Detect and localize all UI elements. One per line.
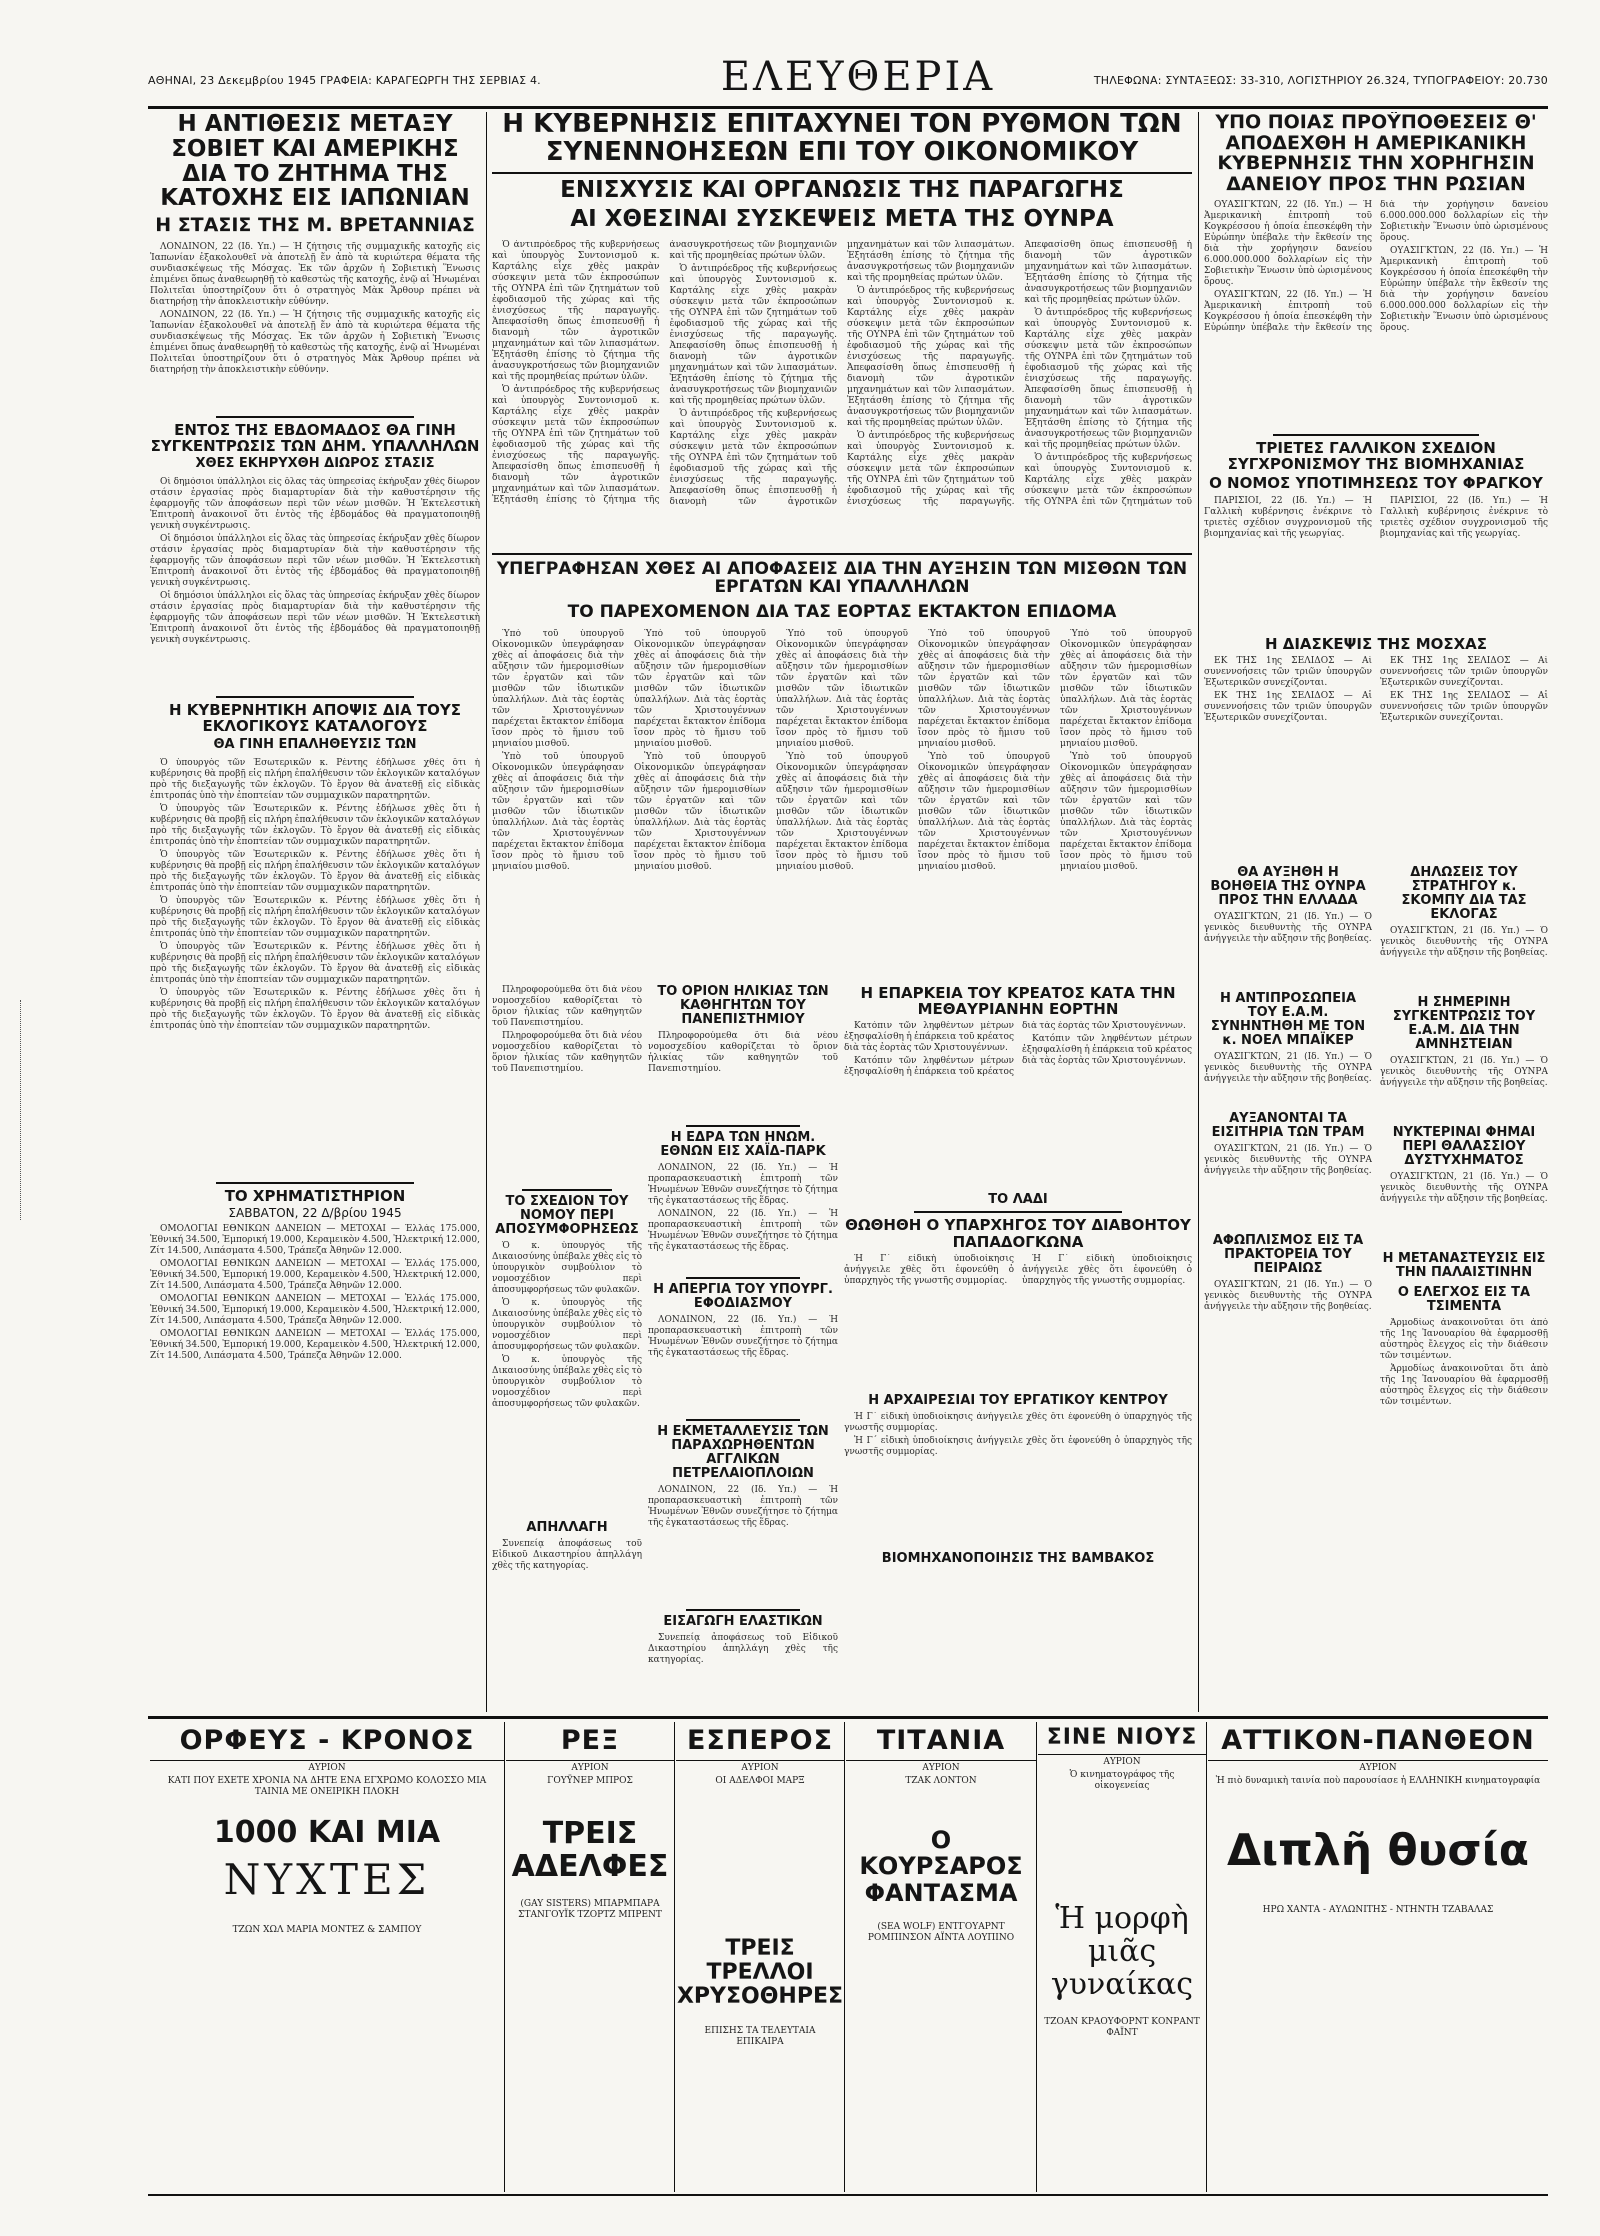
loan-para-2: ΟΥΑΣΙΓΚΤΩΝ, 22 (Ιδ. Υπ.) — Ἡ Ἀμερικανικὴ ἐπιτροπὴ τοῦ Κογκρέσσου ἡ ὁποία ἐπεσκέφθη τὴν Εὐρώπην ὑπέβαλε τὴν ἔκθεσίν της διὰ τὴν χορήγησιν δανείου 6.000.000.000 δολλαρίων εἰς τὴν Σοβιετικὴν Ἕνωσιν ὑπὸ ὡρισμένους ὅρους. bbox=[1204, 200, 1548, 334]
tyres-para: Συνεπείᾳ ἀποφάσεως τοῦ Εἰδικοῦ Δικαστηρίου ἀπηλλάγη χθὲς τῆς κατηγορίας. bbox=[648, 1633, 838, 1666]
left-column bbox=[150, 112, 480, 1710]
right-column bbox=[1204, 112, 1548, 1710]
ad-cine-news bbox=[1038, 1722, 1207, 2192]
ad-film-title: ΤΡΕΙΣ ΤΡΕΛΛΟΙ ΧΡΥΣΟΘΗΡΕΣ bbox=[676, 1936, 844, 2010]
divider bbox=[914, 1211, 1123, 1213]
masthead-rule bbox=[148, 106, 1548, 109]
moscow-para-2: ΕΚ ΤΗΣ 1ης ΣΕΛΙΔΟΣ — Αἱ συνεννοήσεις τῶν τριῶν ὑπουργῶν Ἐξωτερικῶν συνεχίζονται. bbox=[1204, 690, 1372, 723]
ad-blurb: ΟΙ ΑΔΕΛΦΟΙ ΜΑΡΞ bbox=[715, 1776, 805, 1786]
article-civil-para-2: Οἱ δημόσιοι ὑπάλληλοι εἰς ὅλας τὰς ὑπηρεσίας ἐκήρυξαν χθὲς δίωρον στάσιν ἐργασίας πρὸς διαμαρτυρίαν διὰ τὴν καθυστέρησιν τῆς ἐφαρμογῆς τῶν ἀποφάσεων περὶ τῶν νέων μισθῶν. Ἡ Ἐκτελεστικὴ Ἐπιτροπὴ ἀνακοινοῖ ὅτι ἐντὸς τῆς ἑβδομάδος θὰ πραγματοποιηθῇ γενικὴ συγκέντρωσις. bbox=[150, 534, 480, 589]
moscow-para-3: ΕΚ ΤΗΣ 1ης ΣΕΛΙΔΟΣ — Αἱ συνεννοήσεις τῶν τριῶν ὑπουργῶν Ἐξωτερικῶν συνεχίζονται. bbox=[1380, 655, 1548, 688]
ad-cinema-name: ΟΡΦΕΥΣ - ΚΡΟΝΟΣ bbox=[150, 1722, 504, 1761]
professors-text bbox=[648, 1031, 838, 1121]
meat-para-3: Κατόπιν τῶν ληφθέντων μέτρων ἐξησφαλίσθη ἡ ἐπάρκεια τοῦ κρέατος διὰ τὰς ἑορτὰς τῶν Χριστουγέννων. bbox=[1022, 1034, 1192, 1067]
french-text bbox=[1204, 496, 1548, 636]
stock-para-3: ΟΜΟΛΟΓΙΑΙ ΕΘΝΙΚΩΝ ΔΑΝΕΙΩΝ — ΜΕΤΟΧΑΙ — Ἑλλάς 175.000, Ἐθνική 34.500, Ἐμπορική 19.000, Κεραμεικὸν 4.500, Ἠλεκτρική 12.000, Ζίτ 14.500, Λιπάσματα 4.500, Τράπεζα Ἀθηνῶν 12.000. bbox=[150, 1293, 480, 1326]
article-civil-text bbox=[150, 477, 480, 692]
sea-text bbox=[1380, 1172, 1548, 1252]
headline-ministry-strike: Η ΑΠΕΡΓΙΑ ΤΟΥ ΥΠΟΥΡΓ. ΕΦΟΔΙΑΣΜΟΥ bbox=[653, 1282, 833, 1312]
stock-para-2: ΟΜΟΛΟΓΙΑΙ ΕΘΝΙΚΩΝ ΔΑΝΕΙΩΝ — ΜΕΤΟΧΑΙ — Ἑλλάς 175.000, Ἐθνική 34.500, Ἐμπορική 19.000, Κεραμεικὸν 4.500, Ἠλεκτρική 12.000, Ζίτ 14.500, Λιπάσματα 4.500, Τράπεζα Ἀθηνῶν 12.000. bbox=[150, 1258, 480, 1291]
headline-cotton: ΒΙΟΜΗΧΑΝΟΠΟΙΗΣΙΣ ΤΗΣ ΒΑΜΒΑΚΟΣ bbox=[881, 1550, 1155, 1566]
main-para-6: Ὁ ἀντιπρόεδρος τῆς κυβερνήσεως καὶ ὑπουργὸς Συντονισμοῦ κ. Καρτάλης εἶχε χθὲς μακρὰν σύσκεψιν μετὰ τῶν ἐκπροσώπων τῆς ΟΥΝΡΑ ἐπὶ τῶν ζητημάτων τοῦ ἐφοδιασμοῦ τῆς χώρας καὶ τῆς ἐνισχύσεως τῆς παραγωγῆς. Ἀπεφασίσθη ὅπως ἐπισπευσθῇ ἡ διανομὴ τῶν ἀγροτικῶν μηχανημάτων καὶ τῶν λιπασμάτων. Ἐξητάσθη ἐπίσης τὸ ζήτημα τῆς ἀνασυγκροτήσεως τῶν βιομηχανιῶν καὶ τῆς προμηθείας πρώτων ὑλῶν. bbox=[847, 239, 1192, 507]
column-rule bbox=[486, 112, 487, 1712]
center-hrule bbox=[492, 553, 1192, 555]
tram-text bbox=[1204, 1144, 1372, 1234]
masthead-phones: ΤΗΛΕΦΩΝΑ: ΣΥΝΤΑΞΕΩΣ: 33-310, ΛΟΓΙΣΤΗΡΙΟΥ 26.324, ΤΥΠΟΓΡΑΦΕΙΟΥ: 20.730 bbox=[1093, 74, 1548, 87]
rally-para: ΟΥΑΣΙΓΚΤΩΝ, 21 (Ιδ. Υπ.) — Ὁ γενικὸς διευθυντὴς τῆς ΟΥΝΡΑ ἀνήγγειλε τὴν αὔξησιν τῆς βοηθείας. bbox=[1380, 1056, 1548, 1089]
ad-film-title: Διπλῆ θυσία bbox=[1226, 1825, 1530, 1876]
headline-cement: Ο ΕΛΕΓΧΟΣ ΕΙΣ ΤΑ ΤΣΙΜΕΝΤΑ bbox=[1397, 1285, 1531, 1315]
ad-cinema-name: ΤΙΤΑΝΙΑ bbox=[846, 1722, 1036, 1761]
ad-day: ΑΥΡΙΟΝ bbox=[308, 1763, 346, 1773]
main-subhead-unrra: ΑΙ ΧΘΕΣΙΝΑΙ ΣΥΣΚΕΨΕΙΣ ΜΕΤΑ ΤΗΣ ΟΥΝΡΑ bbox=[570, 205, 1114, 232]
margin-annotation bbox=[20, 1000, 27, 1220]
unrra-aid-text bbox=[1204, 912, 1372, 992]
wages-para-8: Ὑπὸ τοῦ ὑπουργοῦ Οἰκονομικῶν ὑπεγράφησαν χθὲς αἱ ἀποφάσεις διὰ τὴν αὔξησιν τῶν ἡμερομισθίων τῶν ἐργατῶν καὶ τῶν μισθῶν τῶν ἰδιωτικῶν ὑπαλλήλων. Διὰ τὰς ἑορτὰς τῶν Χριστουγέννων παρέχεται ἔκτακτον ἐπίδομα ἴσον πρὸς τὸ ἥμισυ τοῦ μηνιαίου μισθοῦ. bbox=[918, 752, 1050, 873]
cement-para-2: Ἀρμοδίως ἀνακοινοῦται ὅτι ἀπὸ τῆς 1ης Ἰανουαρίου θὰ ἐφαρμοσθῇ αὐστηρὸς ἔλεγχος εἰς τὴν διάθεσιν τῶν τσιμέντων. bbox=[1380, 1364, 1548, 1408]
divider bbox=[216, 696, 414, 698]
headline-tyres: ΕΙΣΑΓΩΓΗ ΕΛΑΣΤΙΚΩΝ bbox=[663, 1614, 823, 1630]
stock-exchange-date: ΣΑΒΒΑΤΟΝ, 22 Δ/βρίου 1945 bbox=[228, 1205, 402, 1220]
russian-loan-text bbox=[1204, 200, 1548, 430]
headline-tankers: Η ΕΚΜΕΤΑΛΛΕΥΣΙΣ ΤΩΝ ΠΑΡΑΧΩΡΗΘΕΝΤΩΝ ΑΓΓΛΙΚΩΝ ΠΕΤΡΕΛΑΙΟΠΛΟΙΩΝ bbox=[657, 1424, 829, 1482]
ad-day: ΑΥΡΙΟΝ bbox=[571, 1763, 609, 1773]
main-subhead-production: ΕΝΙΣΧΥΣΙΣ ΚΑΙ ΟΡΓΑΝΩΣΙΣ ΤΗΣ ΠΑΡΑΓΩΓΗΣ bbox=[492, 172, 1192, 203]
article-electoral-text bbox=[150, 758, 480, 1178]
headline-labour-center: Η ΑΡΧΑΙΡΕΣΙΑΙ ΤΟΥ ΕΡΓΑΤΙΚΟΥ ΚΕΝΤΡΟΥ bbox=[868, 1392, 1168, 1408]
bandit-para-2: Ἡ Γ΄ εἰδικὴ ὑποδιοίκησις ἀνήγγειλε χθὲς ὅτι ἐφονεύθη ὁ ὑπαρχηγὸς τῆς γνωστῆς συμμορίας. bbox=[1022, 1253, 1192, 1286]
ad-day: ΑΥΡΙΟΝ bbox=[1103, 1757, 1141, 1767]
headline-wages: ΥΠΕΓΡΑΦΗΣΑΝ ΧΘΕΣ ΑΙ ΑΠΟΦΑΣΕΙΣ ΔΙΑ ΤΗΝ ΑΥΞΗΣΙΝ ΤΩΝ ΜΙΣΘΩΝ ΤΩΝ ΕΡΓΑΤΩΝ ΚΑΙ ΥΠΑΛΛΗΛΩΝ bbox=[496, 560, 1188, 598]
ads-bottom-rule bbox=[148, 2194, 1548, 2196]
ad-film-title: Ἡ μορφὴ μιᾶς γυναίκας bbox=[1050, 1901, 1194, 2002]
tyres-text bbox=[648, 1633, 838, 1666]
rally-text bbox=[1380, 1056, 1548, 1126]
acquitted-text bbox=[492, 1539, 642, 1572]
headline-moscow: Η ΔΙΑΣΚΕΨΙΣ ΤΗΣ ΜΟΣΧΑΣ bbox=[1264, 634, 1488, 653]
misc-para: Πληροφορούμεθα ὅτι διὰ νέου νομοσχεδίου καθορίζεται τὸ ὅριον ἡλικίας τῶν καθηγητῶν τοῦ Πανεπιστημίου. bbox=[492, 985, 642, 1028]
tankers-para: ΛΟΝΔΙΝΟΝ, 22 (Ιδ. Υπ.) — Ἡ προπαρασκευαστικὴ ἐπιτροπὴ τῶν Ἡνωμένων Ἐθνῶν συνεζήτησε τὸ ζήτημα τῆς ἐγκαταστάσεως τῆς ἕδρας. bbox=[648, 1485, 838, 1529]
headline-un-seat: Η ΕΔΡΑ ΤΩΝ ΗΝΩΜ. ΕΘΝΩΝ ΕΙΣ ΧΑΪΔ-ΠΑΡΚ bbox=[660, 1130, 826, 1160]
ad-film-title: Ο ΚΟΥΡΣΑΡΟΣ ΦΑΝΤΑΣΜΑ bbox=[859, 1826, 1023, 1907]
ad-rex bbox=[506, 1722, 675, 2192]
ad-cast: ΕΠΙΣΗΣ ΤΑ ΤΕΛΕΥΤΑΙΑ ΕΠΙΚΑΙΡΑ bbox=[704, 2025, 816, 2047]
headline-french-plan: ΤΡΙΕΤΕΣ ΓΑΛΛΙΚΟΝ ΣΧΕΔΙΟΝ ΣΥΓΧΡΟΝΙΣΜΟΥ ΤΗΣ ΒΙΟΜΗΧΑΝΙΑΣ bbox=[1227, 439, 1525, 474]
wages-block bbox=[492, 560, 1192, 980]
ad-film-title: ΤΡΕΙΣ ΑΔΕΛΦΕΣ bbox=[511, 1816, 669, 1884]
divider bbox=[216, 1182, 414, 1184]
stock-exchange-table bbox=[150, 1224, 480, 1484]
article-electoral-para: Ὁ ὑπουργὸς τῶν Ἐσωτερικῶν κ. Ρέντης ἐδήλωσε χθὲς ὅτι ἡ κυβέρνησις θὰ προβῇ εἰς πλήρη ἐπαλήθευσιν τῶν ἐκλογικῶν καταλόγων πρὸ τῆς διεξαγωγῆς τῶν ἐκλογῶν. Τὸ ἔργον θὰ ἀνατεθῇ εἰς εἰδικὰς ἐπιτροπάς ὑπὸ τὴν ἐποπτείαν τῶν συμμαχικῶν παρατηρητῶν. bbox=[150, 757, 480, 801]
subhead-verification: ΘΑ ΓΙΝΗ ΕΠΑΛΗΘΕΥΣΙΣ ΤΩΝ bbox=[213, 736, 417, 752]
headline-palestine: Η ΜΕΤΑΝΑΣΤΕΥΣΙΣ ΕΙΣ ΤΗΝ ΠΑΛΑΙΣΤΙΝΗΝ bbox=[1382, 1251, 1546, 1281]
labour-para-2: Ἡ Γ΄ εἰδικὴ ὑποδιοίκησις ἀνήγγειλε χθὲς ὅτι ἐφονεύθη ὁ ὑπαρχηγὸς τῆς γνωστῆς συμμορίας. bbox=[844, 1435, 1192, 1457]
misc-para-2: Πληροφορούμεθα ὅτι διὰ νέου νομοσχεδίου καθορίζεται τὸ ὅριον ἡλικίας τῶν καθηγητῶν τοῦ Πανεπιστημίου. bbox=[492, 1031, 642, 1074]
unrra-para: ΟΥΑΣΙΓΚΤΩΝ, 21 (Ιδ. Υπ.) — Ὁ γενικὸς διευθυντὴς τῆς ΟΥΝΡΑ ἀνήγγειλε τὴν αὔξησιν τῆς βοηθείας. bbox=[1204, 911, 1372, 944]
ad-blurb: ΤΖΑΚ ΛΟΝΤΟΝ bbox=[905, 1776, 977, 1786]
ad-blurb: Ἡ πιὸ δυναμικὴ ταινία ποὺ παρουσίασε ἡ ΕΛΛΗΝΙΚΗ κινηματογραφία bbox=[1215, 1776, 1541, 1786]
subhead-bonus: ΤΟ ΠΑΡΕΧΟΜΕΝΟΝ ΔΙΑ ΤΑΣ ΕΟΡΤΑΣ ΕΚΤΑΚΤΟΝ ΕΠΙΔΟΜΑ bbox=[567, 601, 1117, 622]
professors-para: Πληροφορούμεθα ὅτι διὰ νέου νομοσχεδίου καθορίζεται τὸ ὅριον ἡλικίας τῶν καθηγητῶν τοῦ Πανεπιστημίου. bbox=[648, 1031, 838, 1075]
ad-cast: (GAY SISTERS) ΜΠΑΡΜΠΑΡΑ ΣΤΑΝΓΟΥΪΚ ΤΖΟΡΤΖ ΜΠΡΕΝΤ bbox=[518, 1899, 662, 1920]
headline-bill: ΤΟ ΣΧΕΔΙΟΝ ΤΟΥ ΝΟΜΟΥ ΠΕΡΙ ΑΠΟΣΥΜΦΟΡΗΣΕΩΣ bbox=[495, 1194, 639, 1238]
ad-cast: ΗΡΩ ΧΑΝΤΑ - ΑΥΛΩΝΙΤΗΣ - ΝΤΗΝΤΗ ΤΖΑΒΑΛΑΣ bbox=[1262, 1905, 1494, 1916]
ad-cinema-name: ΑΤΤΙΚΟΝ-ΠΑΝΘΕΟΝ bbox=[1208, 1722, 1548, 1761]
subhead-britain: Η ΣΤΑΣΙΣ ΤΗΣ Μ. ΒΡΕΤΑΝΝΙΑΣ bbox=[155, 214, 475, 237]
headline-bandit: ΘΩΘΗΘΗ Ο ΥΠΑΡΧΗΓΟΣ ΤΟΥ ΔΙΑΒΟΗΤΟΥ ΠΑΠΑΔΟΓΚΩΝΑ bbox=[845, 1216, 1191, 1251]
bandit-text bbox=[844, 1254, 1192, 1394]
article-electoral-para-3: Ὁ ὑπουργὸς τῶν Ἐσωτερικῶν κ. Ρέντης ἐδήλωσε χθὲς ὅτι ἡ κυβέρνησις θὰ προβῇ εἰς πλήρη ἐπαλήθευσιν τῶν ἐκλογικῶν καταλόγων πρὸ τῆς διεξαγωγῆς τῶν ἐκλογῶν. Τὸ ἔργον θὰ ἀνατεθῇ εἰς εἰδικὰς ἐπιτροπάς ὑπὸ τὴν ἐποπτείαν τῶν συμμαχικῶν παρατηρητῶν. bbox=[150, 849, 480, 893]
ad-cinema-name: ΕΣΠΕΡΟΣ bbox=[676, 1722, 844, 1761]
moscow-text bbox=[1204, 656, 1548, 866]
scobie-para: ΟΥΑΣΙΓΚΤΩΝ, 21 (Ιδ. Υπ.) — Ὁ γενικὸς διευθυντὴς τῆς ΟΥΝΡΑ ἀνήγγειλε τὴν αὔξησιν τῆς βοηθείας. bbox=[1380, 925, 1548, 958]
wages-para-5: Ὑπὸ τοῦ ὑπουργοῦ Οἰκονομικῶν ὑπεγράφησαν χθὲς αἱ ἀποφάσεις διὰ τὴν αὔξησιν τῶν ἡμερομισθίων τῶν ἐργατῶν καὶ τῶν μισθῶν τῶν ἰδιωτικῶν ὑπαλλήλων. Διὰ τὰς ἑορτὰς τῶν Χριστουγέννων παρέχεται ἔκτακτον ἐπίδομα ἴσον πρὸς τὸ ἥμισυ τοῦ μηνιαίου μισθοῦ. bbox=[776, 629, 908, 750]
un-seat-para: ΛΟΝΔΙΝΟΝ, 22 (Ιδ. Υπ.) — Ἡ προπαρασκευαστικὴ ἐπιτροπὴ τῶν Ἡνωμένων Ἐθνῶν συνεζήτησε τὸ ζήτημα τῆς ἐγκαταστάσεως τῆς ἕδρας. bbox=[648, 1163, 838, 1207]
article-electoral-para-4: Ὁ ὑπουργὸς τῶν Ἐσωτερικῶν κ. Ρέντης ἐδήλωσε χθὲς ὅτι ἡ κυβέρνησις θὰ προβῇ εἰς πλήρη ἐπαλήθευσιν τῶν ἐκλογικῶν καταλόγων πρὸ τῆς διεξαγωγῆς τῶν ἐκλογῶν. Τὸ ἔργον θὰ ἀνατεθῇ εἰς εἰδικὰς ἐπιτροπάς ὑπὸ τὴν ἐποπτείαν τῶν συμμαχικῶν παρατηρητῶν. bbox=[150, 895, 480, 939]
meat-text bbox=[844, 1021, 1192, 1191]
newspaper-title: ΕΛΕΥΘΕΡΙΑ bbox=[720, 54, 996, 100]
cement-text bbox=[1380, 1318, 1548, 1408]
center-top bbox=[492, 110, 1192, 550]
main-para-3: Ὁ ἀντιπρόεδρος τῆς κυβερνήσεως καὶ ὑπουργὸς Συντονισμοῦ κ. Καρτάλης εἶχε χθὲς μακρὰν σύσκεψιν μετὰ τῶν ἐκπροσώπων τῆς ΟΥΝΡΑ ἐπὶ τῶν ζητημάτων τοῦ ἐφοδιασμοῦ τῆς χώρας καὶ τῆς ἐνισχύσεως τῆς παραγωγῆς. Ἀπεφασίσθη ὅπως ἐπισπευσθῇ ἡ διανομὴ τῶν ἀγροτικῶν μηχανημάτων καὶ τῶν λιπασμάτων. Ἐξητάσθη ἐπίσης τὸ ζήτημα τῆς ἀνασυγκροτήσεως τῶν βιομηχανιῶν καὶ τῆς προμηθείας πρώτων ὑλῶν. bbox=[669, 263, 837, 406]
ad-blurb: ΚΑΤΙ ΠΟΥ ΕΧΕΤΕ ΧΡΟΝΙΑ ΝΑ ΔΗΤΕ ΕΝΑ ΕΓΧΡΩΜΟ ΚΟΛΟΣΣΟ ΜΙΑ ΤΑΙΝΙΑ ΜΕ ΟΝΕΙΡΙΚΗ ΠΛΟΚΗ bbox=[167, 1776, 487, 1797]
divider bbox=[686, 1419, 800, 1421]
headline-scobie: ΔΗΛΩΣΕΙΣ ΤΟΥ ΣΤΡΑΤΗΓΟΥ κ. ΣΚΟΜΠΥ ΔΙΑ ΤΑΣ ΕΚΛΟΓΑΣ bbox=[1401, 864, 1527, 922]
bill-text bbox=[492, 1241, 642, 1521]
ad-blurb: ΓΟΥΫΝΕΡ ΜΠΡΟΣ bbox=[547, 1776, 633, 1786]
labour-para: Ἡ Γ΄ εἰδικὴ ὑποδιοίκησις ἀνήγγειλε χθὲς ὅτι ἐφονεύθη ὁ ὑπαρχηγὸς τῆς γνωστῆς συμμορίας. bbox=[844, 1411, 1192, 1433]
article-electoral-para-5: Ὁ ὑπουργὸς τῶν Ἐσωτερικῶν κ. Ρέντης ἐδήλωσε χθὲς ὅτι ἡ κυβέρνησις θὰ προβῇ εἰς πλήρη ἐπαλήθευσιν τῶν ἐκλογικῶν καταλόγων πρὸ τῆς διεξαγωγῆς τῶν ἐκλογῶν. Τὸ ἔργον θὰ ἀνατεθῇ εἰς εἰδικὰς ἐπιτροπάς ὑπὸ τὴν ἐποπτείαν τῶν συμμαχικῶν παρατηρητῶν. bbox=[150, 941, 480, 985]
misc-text bbox=[492, 985, 642, 1185]
ministry-strike-para: ΛΟΝΔΙΝΟΝ, 22 (Ιδ. Υπ.) — Ἡ προπαρασκευαστικὴ ἐπιτροπὴ τῶν Ἡνωμένων Ἐθνῶν συνεζήτησε τὸ ζήτημα τῆς ἐγκαταστάσεως τῆς ἕδρας. bbox=[648, 1315, 838, 1359]
ad-day: ΑΥΡΙΟΝ bbox=[1359, 1763, 1397, 1773]
ad-film-title: 1000 ΚΑΙ ΜΙΑ bbox=[213, 1815, 441, 1850]
tankers-text bbox=[648, 1485, 838, 1605]
right-subcol-right bbox=[1380, 866, 1548, 1408]
divider bbox=[686, 1277, 800, 1279]
wages-article-text bbox=[492, 629, 1192, 959]
main-para-8: Ὁ ἀντιπρόεδρος τῆς κυβερνήσεως καὶ ὑπουργὸς Συντονισμοῦ κ. Καρτάλης εἶχε χθὲς μακρὰν σύσκεψιν μετὰ τῶν ἐκπροσώπων τῆς ΟΥΝΡΑ ἐπὶ τῶν ζητημάτων τοῦ bbox=[1024, 452, 1192, 507]
sea-para: ΟΥΑΣΙΓΚΤΩΝ, 21 (Ιδ. Υπ.) — Ὁ γενικὸς διευθυντὴς τῆς ΟΥΝΡΑ ἀνήγγειλε τὴν αὔξησιν τῆς βοηθείας. bbox=[1380, 1172, 1548, 1205]
moscow-para-4: ΕΚ ΤΗΣ 1ης ΣΕΛΙΔΟΣ — Αἱ συνεννοήσεις τῶν τριῶν ὑπουργῶν Ἐξωτερικῶν συνεχίζονται. bbox=[1380, 690, 1548, 723]
bandit-para: Ἡ Γ΄ εἰδικὴ ὑποδιοίκησις ἀνήγγειλε χθὲς ὅτι ἐφονεύθη ὁ ὑπαρχηγὸς τῆς γνωστῆς συμμορίας. bbox=[844, 1253, 1014, 1286]
eam-para: ΟΥΑΣΙΓΚΤΩΝ, 21 (Ιδ. Υπ.) — Ὁ γενικὸς διευθυντὴς τῆς ΟΥΝΡΑ ἀνήγγειλε τὴν αὔξησιν τῆς βοηθείας. bbox=[1204, 1052, 1372, 1085]
divider bbox=[522, 1189, 612, 1191]
main-para-2: Ὁ ἀντιπρόεδρος τῆς κυβερνήσεως καὶ ὑπουργὸς Συντονισμοῦ κ. Καρτάλης εἶχε χθὲς μακρὰν σύσκεψιν μετὰ τῶν ἐκπροσώπων τῆς ΟΥΝΡΑ ἐπὶ τῶν ζητημάτων τοῦ ἐφοδιασμοῦ τῆς χώρας καὶ τῆς ἐνισχύσεως τῆς παραγωγῆς. Ἀπεφασίσθη ὅπως ἐπισπευσθῇ ἡ διανομὴ τῶν ἀγροτικῶν μηχανημάτων καὶ τῶν λιπασμάτων. Ἐξητάσθη ἐπίσης τὸ ζήτημα τῆς ἀνασυγκροτήσεως τῶν βιομηχανιῶν καὶ τῆς προμηθείας πρώτων ὑλῶν. bbox=[492, 239, 837, 505]
divider bbox=[686, 1609, 800, 1611]
headline-japan: Η ΑΝΤΙΘΕΣΙΣ ΜΕΤΑΞΥ ΣΟΒΙΕΤ ΚΑΙ ΑΜΕΡΙΚΗΣ ΔΙΑ ΤΟ ΖΗΤΗΜΑ ΤΗΣ ΚΑΤΟΧΗΣ ΕΙΣ ΙΑΠΩΝΙΑΝ bbox=[160, 112, 470, 212]
french-para: ΠΑΡΙΣΙΟΙ, 22 (Ιδ. Υπ.) — Ἡ Γαλλικὴ κυβέρνησις ἐνέκρινε τὸ τριετὲς σχέδιον συγχρονισμοῦ τῆς βιομηχανίας καὶ τῆς γεωργίας. bbox=[1204, 495, 1372, 539]
article-japan-para: ΛΟΝΔΙΝΟΝ, 22 (Ιδ. Υπ.) — Ἡ ζήτησις τῆς συμμαχικῆς κατοχῆς εἰς Ἰαπωνίαν ἐξακολουθεῖ νὰ ἀποτελῇ ἕν ἀπὸ τὰ κυριώτερα θέματα τῆς συνδιασκέψεως τῆς Μόσχας. Ἐκ τῶν ἀρχῶν ἡ Σοβιετικὴ Ἕνωσις ἐπιμένει ὅπως ἀναθεωρηθῇ τὸ καθεστὼς τῆς κατοχῆς, ἐνῷ αἱ Ἡνωμέναι Πολιτεῖαι ὑποστηρίζουν ὅτι ὁ στρατηγὸς Μὰκ Ἄρθουρ πρέπει νὰ διατηρήσῃ τὴν ἀποκλειστικὴν εὐθύνην. bbox=[150, 241, 480, 307]
headline-meat: Η ΕΠΑΡΚΕΙΑ ΤΟΥ ΚΡΕΑΤΟΣ ΚΑΤΑ ΤΗΝ ΜΕΘΑΥΡΙΑΝΗΝ ΕΟΡΤΗΝ bbox=[860, 985, 1176, 1019]
article-civil-para-3: Οἱ δημόσιοι ὑπάλληλοι εἰς ὅλας τὰς ὑπηρεσίας ἐκήρυξαν χθὲς δίωρον στάσιν ἐργασίας πρὸς διαμαρτυρίαν διὰ τὴν καθυστέρησιν τῆς ἐφαρμογῆς τῶν ἀποφάσεων περὶ τῶν νέων μισθῶν. Ἡ Ἐκτελεστικὴ Ἐπιτροπὴ ἀνακοινοῖ ὅτι ἐντὸς τῆς ἑβδομάδος θὰ πραγματοποιηθῇ γενικὴ συγκέντρωσις. bbox=[150, 591, 480, 646]
ad-blurb: Ὁ κινηματογράφος τῆς οἰκογενείας bbox=[1069, 1770, 1175, 1791]
ministry-strike-text bbox=[648, 1315, 838, 1415]
subhead-strike: ΧΘΕΣ ΕΚΗΡΥΧΘΗ ΔΙΩΡΟΣ ΣΤΑΣΙΣ bbox=[195, 456, 435, 472]
ad-attikon-pantheon bbox=[1208, 1722, 1548, 2192]
headline-stock-exchange: ΤΟ ΧΡΗΜΑΤΙΣΤΗΡΙΟΝ bbox=[224, 1186, 406, 1205]
divider bbox=[216, 416, 414, 418]
stock-para-4: ΟΜΟΛΟΓΙΑΙ ΕΘΝΙΚΩΝ ΔΑΝΕΙΩΝ — ΜΕΤΟΧΑΙ — Ἑλλάς 175.000, Ἐθνική 34.500, Ἐμπορική 19.000, Κεραμεικὸν 4.500, Ἠλεκτρική 12.000, Ζίτ 14.500, Λιπάσματα 4.500, Τράπεζα Ἀθηνῶν 12.000. bbox=[150, 1328, 480, 1361]
bill-para-2: Ὁ κ. ὑπουργὸς τῆς Δικαιοσύνης ὑπέβαλε χθὲς εἰς τὸ ὑπουργικὸν συμβούλιον τὸ νομοσχέδιον περὶ ἀποσυμφορήσεως τῶν φυλακῶν. bbox=[492, 1298, 642, 1353]
eam-text bbox=[1204, 1052, 1372, 1112]
headline-eam-rally: Η ΣΗΜΕΡΙΝΗ ΣΥΓΚΕΝΤΡΩΣΙΣ ΤΟΥ Ε.Α.Μ. ΔΙΑ ΤΗΝ ΑΜΝΗΣΤΕΙΑΝ bbox=[1392, 994, 1536, 1053]
wages-para: Ὑπὸ τοῦ ὑπουργοῦ Οἰκονομικῶν ὑπεγράφησαν χθὲς αἱ ἀποφάσεις διὰ τὴν αὔξησιν τῶν ἡμερομισθίων τῶν ἐργατῶν καὶ τῶν μισθῶν τῶν ἰδιωτικῶν ὑπαλλήλων. Διὰ τὰς ἑορτὰς τῶν Χριστουγέννων παρέχεται ἔκτακτον ἐπίδομα ἴσον πρὸς τὸ ἥμισυ τοῦ μηνιαίου μισθοῦ. bbox=[492, 629, 624, 750]
ad-cast: (SEA WOLF) ΕΝΤΓΟΥΑΡΝΤ ΡΟΜΠΙΝΣΟΝ ΑΪΝΤΑ ΛΟΥΠΙΝΟ bbox=[867, 1922, 1015, 1944]
ad-titania bbox=[846, 1722, 1037, 2192]
right-subcol-left bbox=[1204, 866, 1372, 1408]
moscow-para: ΕΚ ΤΗΣ 1ης ΣΕΛΙΔΟΣ — Αἱ συνεννοήσεις τῶν τριῶν ὑπουργῶν Ἐξωτερικῶν συνεχίζονται. bbox=[1204, 655, 1372, 688]
tram-para: ΟΥΑΣΙΓΚΤΩΝ, 21 (Ιδ. Υπ.) — Ὁ γενικὸς διευθυντὴς τῆς ΟΥΝΡΑ ἀνήγγειλε τὴν αὔξησιν τῆς βοηθείας. bbox=[1204, 1144, 1372, 1177]
ad-day: ΑΥΡΙΟΝ bbox=[741, 1763, 779, 1773]
headline-electoral: Η ΚΥΒΕΡΝΗΤΙΚΗ ΑΠΟΨΙΣ ΔΙΑ ΤΟΥΣ ΕΚΛΟΓΙΚΟΥΣ ΚΑΤΑΛΟΓΟΥΣ bbox=[168, 701, 462, 736]
article-japan-text bbox=[150, 242, 480, 412]
wages-para-2: Ὑπὸ τοῦ ὑπουργοῦ Οἰκονομικῶν ὑπεγράφησαν χθὲς αἱ ἀποφάσεις διὰ τὴν αὔξησιν τῶν ἡμερομισθίων τῶν ἐργατῶν καὶ τῶν μισθῶν τῶν ἰδιωτικῶν ὑπαλλήλων. Διὰ τὰς ἑορτὰς τῶν Χριστουγέννων παρέχεται ἔκτακτον ἐπίδομα ἴσον πρὸς τὸ ἥμισυ τοῦ μηνιαίου μισθοῦ. bbox=[492, 752, 624, 873]
center-right-sub bbox=[844, 985, 1192, 1715]
ad-film-title-2: ΝΥΧΤΕΣ bbox=[223, 1855, 431, 1904]
disarm-para: ΟΥΑΣΙΓΚΤΩΝ, 21 (Ιδ. Υπ.) — Ὁ γενικὸς διευθυντὴς τῆς ΟΥΝΡΑ ἀνήγγειλε τὴν αὔξησιν τῆς βοηθείας. bbox=[1204, 1280, 1372, 1313]
masthead-dateline: ΑΘΗΝΑΙ, 23 Δεκεμβρίου 1945 ΓΡΑΦΕΙΑ: ΚΑΡΑΓΕΩΡΓΗ ΤΗΣ ΣΕΡΒΙΑΣ 4. bbox=[148, 74, 541, 87]
subhead-franc: Ο ΝΟΜΟΣ ΥΠΟΤΙΜΗΣΕΩΣ ΤΟΥ ΦΡΑΓΚΟΥ bbox=[1209, 474, 1543, 493]
ad-cast: ΤΖΟΑΝ ΚΡΑΟΥΦΟΡΝΤ ΚΟΝΡΑΝΤ ΦΑΪΝΤ bbox=[1044, 2017, 1200, 2038]
bill-para-3: Ὁ κ. ὑπουργὸς τῆς Δικαιοσύνης ὑπέβαλε χθὲς εἰς τὸ ὑπουργικὸν συμβούλιον τὸ νομοσχέδιον περὶ ἀποσυμφορήσεως τῶν φυλακῶν. bbox=[492, 1355, 642, 1410]
ad-cinema-name: ΣΙΝΕ ΝΙΟΥΣ bbox=[1038, 1722, 1206, 1755]
scobie-text bbox=[1380, 926, 1548, 996]
main-article-text bbox=[492, 240, 1192, 510]
acquitted-para: Συνεπείᾳ ἀποφάσεως τοῦ Εἰδικοῦ Δικαστηρίου ἀπηλλάγη χθὲς τῆς κατηγορίας. bbox=[492, 1539, 642, 1572]
french-para-2: ΠΑΡΙΣΙΟΙ, 22 (Ιδ. Υπ.) — Ἡ Γαλλικὴ κυβέρνησις ἐνέκρινε τὸ τριετὲς σχέδιον συγχρονισμοῦ τῆς βιομηχανίας καὶ τῆς γεωργίας. bbox=[1380, 495, 1548, 539]
headline-civil-servants: ΕΝΤΟΣ ΤΗΣ ΕΒΔΟΜΑΔΟΣ ΘΑ ΓΙΝΗ ΣΥΓΚΕΝΤΡΩΣΙΣ ΤΩΝ ΔΗΜ. ΥΠΑΛΛΗΛΩΝ bbox=[150, 420, 480, 456]
wages-para-3: Ὑπὸ τοῦ ὑπουργοῦ Οἰκονομικῶν ὑπεγράφησαν χθὲς αἱ ἀποφάσεις διὰ τὴν αὔξησιν τῶν ἡμερομισθίων τῶν ἐργατῶν καὶ τῶν μισθῶν τῶν ἰδιωτικῶν ὑπαλλήλων. Διὰ τὰς ἑορτὰς τῶν Χριστουγέννων παρέχεται ἔκτακτον ἐπίδομα ἴσον πρὸς τὸ ἥμισυ τοῦ μηνιαίου μισθοῦ. bbox=[634, 629, 766, 750]
stock-para: ΟΜΟΛΟΓΙΑΙ ΕΘΝΙΚΩΝ ΔΑΝΕΙΩΝ — ΜΕΤΟΧΑΙ — Ἑλλάς 175.000, Ἐθνική 34.500, Ἐμπορική 19.000, Κεραμεικὸν 4.500, Ἠλεκτρική 12.000, Ζίτ 14.500, Λιπάσματα 4.500, Τράπεζα Ἀθηνῶν 12.000. bbox=[150, 1223, 480, 1256]
un-seat-text bbox=[648, 1163, 838, 1273]
ad-cinema-name: ΡΕΞ bbox=[506, 1722, 674, 1761]
headline-sea-rumours: ΝΥΚΤΕΡΙΝΑΙ ΦΗΜΑΙ ΠΕΡΙ ΘΑΛΑΣΣΙΟΥ ΔΥΣΤΥΧΗΜΑΤΟΣ bbox=[1392, 1125, 1536, 1169]
loan-para: ΟΥΑΣΙΓΚΤΩΝ, 22 (Ιδ. Υπ.) — Ἡ Ἀμερικανικὴ ἐπιτροπὴ τοῦ Κογκρέσσου ἡ ὁποία ἐπεσκέφθη τὴν Εὐρώπην ὑπέβαλε τὴν ἔκθεσίν της διὰ τὴν χορήγησιν δανείου 6.000.000.000 δολλαρίων εἰς τὴν Σοβιετικὴν Ἕνωσιν ὑπὸ ὡρισμένους ὅρους. bbox=[1204, 200, 1372, 288]
ad-esperos bbox=[676, 1722, 845, 2192]
divider bbox=[1273, 434, 1479, 436]
divider bbox=[686, 1125, 800, 1127]
disarmament-text bbox=[1204, 1280, 1372, 1380]
meat-para: Κατόπιν τῶν ληφθέντων μέτρων ἐξησφαλίσθη ἡ ἐπάρκεια τοῦ κρέατος διὰ τὰς ἑορτὰς τῶν Χριστουγέννων. bbox=[844, 1021, 1014, 1054]
article-electoral-para-6: Ὁ ὑπουργὸς τῶν Ἐσωτερικῶν κ. Ρέντης ἐδήλωσε χθὲς ὅτι ἡ κυβέρνησις θὰ προβῇ εἰς πλήρη ἐπαλήθευσιν τῶν ἐκλογικῶν καταλόγων πρὸ τῆς διεξαγωγῆς τῶν ἐκλογῶν. Τὸ ἔργον θὰ ἀνατεθῇ εἰς εἰδικὰς ἐπιτροπάς ὑπὸ τὴν ἐποπτείαν τῶν συμμαχικῶν παρατηρητῶν. bbox=[150, 987, 480, 1031]
main-headline: Η ΚΥΒΕΡΝΗΣΙΣ ΕΠΙΤΑΧΥΝΕΙ ΤΟΝ ΡΥΘΜΟΝ ΤΩΝ ΣΥΝΕΝΝΟΗΣΕΩΝ ΕΠΙ ΤΟΥ ΟΙΚΟΝΟΜΙΚΟΥ bbox=[502, 110, 1182, 168]
ad-orfeus-kronos bbox=[150, 1722, 505, 2192]
headline-russian-loan: ΥΠΟ ΠΟΙΑΣ ΠΡΟΫΠΟΘΕΣΕΙΣ Θ' ΑΠΟΔΕΧΘΗ Η ΑΜΕΡΙΚΑΝΙΚΗ ΚΥΒΕΡΝΗΣΙΣ ΤΗΝ ΧΟΡΗΓΗΣΙΝ ΔΑΝΕΙΟΥ ΠΡΟΣ ΤΗΝ ΡΩΣΙΑΝ bbox=[1215, 112, 1537, 195]
column-rule bbox=[1198, 112, 1199, 1712]
headline-eam-delegation: Η ΑΝΤΙΠΡΟΣΩΠΕΙΑ ΤΟΥ Ε.Α.Μ. ΣΥΝΗΝΤΗΘΗ ΜΕ ΤΟΝ κ. ΝΟΕΛ ΜΠΑΪΚΕΡ bbox=[1210, 990, 1366, 1048]
center-middle-sub bbox=[648, 985, 838, 1715]
ad-cast: ΤΖΩΝ ΧΩΛ ΜΑΡΙΑ ΜΟΝΤΕΖ & ΣΑΜΠΟΥ bbox=[232, 1925, 422, 1936]
article-japan-para-2: ΛΟΝΔΙΝΟΝ, 22 (Ιδ. Υπ.) — Ἡ ζήτησις τῆς συμμαχικῆς κατοχῆς εἰς Ἰαπωνίαν ἐξακολουθεῖ νὰ ἀποτελῇ ἕν ἀπὸ τὰ κυριώτερα θέματα τῆς συνδιασκέψεως τῆς Μόσχας. Ἐκ τῶν ἀρχῶν ἡ Σοβιετικὴ Ἕνωσις ἐπιμένει ὅπως ἀναθεωρηθῇ τὸ καθεστὼς τῆς κατοχῆς, ἐνῷ αἱ Ἡνωμέναι Πολιτεῖαι ὑποστηρίζουν ὅτι ὁ στρατηγὸς Μὰκ Ἄρθουρ πρέπει νὰ διατηρήσῃ τὴν ἀποκλειστικὴν εὐθύνην. bbox=[150, 309, 480, 375]
wages-para-6: Ὑπὸ τοῦ ὑπουργοῦ Οἰκονομικῶν ὑπεγράφησαν χθὲς αἱ ἀποφάσεις διὰ τὴν αὔξησιν τῶν ἡμερομισθίων τῶν ἐργατῶν καὶ τῶν μισθῶν τῶν ἰδιωτικῶν ὑπαλλήλων. Διὰ τὰς ἑορτὰς τῶν Χριστουγέννων παρέχεται ἔκτακτον ἐπίδομα ἴσον πρὸς τὸ ἥμισυ τοῦ μηνιαίου μισθοῦ. bbox=[776, 752, 908, 873]
article-electoral-para-2: Ὁ ὑπουργὸς τῶν Ἐσωτερικῶν κ. Ρέντης ἐδήλωσε χθὲς ὅτι ἡ κυβέρνησις θὰ προβῇ εἰς πλήρη ἐπαλήθευσιν τῶν ἐκλογικῶν καταλόγων πρὸ τῆς διεξαγωγῆς τῶν ἐκλογῶν. Τὸ ἔργον θὰ ἀνατεθῇ εἰς εἰδικὰς ἐπιτροπάς ὑπὸ τὴν ἐποπτείαν τῶν συμμαχικῶν παρατηρητῶν. bbox=[150, 803, 480, 847]
headline-professors: ΤΟ ΟΡΙΟΝ ΗΛΙΚΙΑΣ ΤΩΝ ΚΑΘΗΓΗΤΩΝ ΤΟΥ ΠΑΝΕΠΙΣΤΗΜΙΟΥ bbox=[657, 985, 829, 1028]
headline-disarmament: ΑΦΩΠΛΙΣΜΟΣ ΕΙΣ ΤΑ ΠΡΑΚΤΟΡΕΙΑ ΤΟΥ ΠΕΙΡΑΙΩΣ bbox=[1212, 1233, 1364, 1277]
ads-top-rule bbox=[148, 1716, 1548, 1719]
un-seat-para-2: ΛΟΝΔΙΝΟΝ, 22 (Ιδ. Υπ.) — Ἡ προπαρασκευαστικὴ ἐπιτροπὴ τῶν Ἡνωμένων Ἐθνῶν συνεζήτησε τὸ ζήτημα τῆς ἐγκαταστάσεως τῆς ἕδρας. bbox=[648, 1209, 838, 1253]
masthead bbox=[148, 56, 1548, 108]
headline-unrra-aid: ΘΑ ΑΥΞΗΘΗ Η ΒΟΗΘΕΙΑ ΤΗΣ ΟΥΝΡΑ ΠΡΟΣ ΤΗΝ ΕΛΛΑΔΑ bbox=[1210, 864, 1366, 908]
wages-para-7: Ὑπὸ τοῦ ὑπουργοῦ Οἰκονομικῶν ὑπεγράφησαν χθὲς αἱ ἀποφάσεις διὰ τὴν αὔξησιν τῶν ἡμερομισθίων τῶν ἐργατῶν καὶ τῶν μισθῶν τῶν ἰδιωτικῶν ὑπαλλήλων. Διὰ τὰς ἑορτὰς τῶν Χριστουγέννων παρέχεται ἔκτακτον ἐπίδομα ἴσον πρὸς τὸ ἥμισυ τοῦ μηνιαίου μισθοῦ. bbox=[918, 629, 1050, 750]
right-split bbox=[1204, 866, 1548, 1408]
main-para-5: Ὁ ἀντιπρόεδρος τῆς κυβερνήσεως καὶ ὑπουργὸς Συντονισμοῦ κ. Καρτάλης εἶχε χθὲς μακρὰν σύσκεψιν μετὰ τῶν ἐκπροσώπων τῆς ΟΥΝΡΑ ἐπὶ τῶν ζητημάτων τοῦ ἐφοδιασμοῦ τῆς χώρας καὶ τῆς ἐνισχύσεως τῆς παραγωγῆς. Ἀπεφασίσθη ὅπως ἐπισπευσθῇ ἡ διανομὴ τῶν ἀγροτικῶν μηχανημάτων καὶ τῶν λιπασμάτων. Ἐξητάσθη ἐπίσης τὸ ζήτημα τῆς ἀνασυγκροτήσεως τῶν βιομηχανιῶν καὶ τῆς προμηθείας πρώτων ὑλῶν. bbox=[847, 285, 1015, 428]
cement-para: Ἀρμοδίως ἀνακοινοῦται ὅτι ἀπὸ τῆς 1ης Ἰανουαρίου θὰ ἐφαρμοσθῇ αὐστηρὸς ἔλεγχος εἰς τὴν διάθεσιν τῶν τσιμέντων. bbox=[1380, 1318, 1548, 1362]
bill-para: Ὁ κ. ὑπουργὸς τῆς Δικαιοσύνης ὑπέβαλε χθὲς εἰς τὸ ὑπουργικὸν συμβούλιον τὸ νομοσχέδιον περὶ ἀποσυμφορήσεως τῶν φυλακῶν. bbox=[492, 1241, 642, 1296]
main-para-7: Ὁ ἀντιπρόεδρος τῆς κυβερνήσεως καὶ ὑπουργὸς Συντονισμοῦ κ. Καρτάλης εἶχε χθὲς μακρὰν σύσκεψιν μετὰ τῶν ἐκπροσώπων τῆς ΟΥΝΡΑ ἐπὶ τῶν ζητημάτων τοῦ ἐφοδιασμοῦ τῆς χώρας καὶ τῆς ἐνισχύσεως τῆς παραγωγῆς. Ἀπεφασίσθη ὅπως ἐπισπευσθῇ ἡ διανομὴ τῶν ἀγροτικῶν μηχανημάτων καὶ τῶν λιπασμάτων. Ἐξητάσθη ἐπίσης τὸ ζήτημα τῆς ἀνασυγκροτήσεως τῶν βιομηχανιῶν καὶ τῆς προμηθείας πρώτων ὑλῶν. bbox=[1024, 307, 1192, 450]
center-left-sub bbox=[492, 985, 642, 1715]
wages-para-9: Ὑπὸ τοῦ ὑπουργοῦ Οἰκονομικῶν ὑπεγράφησαν χθὲς αἱ ἀποφάσεις διὰ τὴν αὔξησιν τῶν ἡμερομισθίων τῶν ἐργατῶν καὶ τῶν μισθῶν τῶν ἰδιωτικῶν ὑπαλλήλων. Διὰ τὰς ἑορτὰς τῶν Χριστουγέννων παρέχεται ἔκτακτον ἐπίδομα ἴσον πρὸς τὸ ἥμισυ τοῦ μηνιαίου μισθοῦ. bbox=[1060, 629, 1192, 750]
main-para: Ὁ ἀντιπρόεδρος τῆς κυβερνήσεως καὶ ὑπουργὸς Συντονισμοῦ κ. Καρτάλης εἶχε χθὲς μακρὰν σύσκεψιν μετὰ τῶν ἐκπροσώπων τῆς ΟΥΝΡΑ ἐπὶ τῶν ζητημάτων τοῦ ἐφοδιασμοῦ τῆς χώρας καὶ τῆς ἐνισχύσεως τῆς παραγωγῆς. Ἀπεφασίσθη ὅπως ἐπισπευσθῇ ἡ διανομὴ τῶν ἀγροτικῶν μηχανημάτων καὶ τῶν λιπασμάτων. Ἐξητάσθη ἐπίσης τὸ ζήτημα τῆς ἀνασυγκροτήσεως τῶν βιομηχανιῶν καὶ τῆς προμηθείας πρώτων ὑλῶν. bbox=[492, 239, 660, 382]
main-para-4: Ὁ ἀντιπρόεδρος τῆς κυβερνήσεως καὶ ὑπουργὸς Συντονισμοῦ κ. Καρτάλης εἶχε χθὲς μακρὰν σύσκεψιν μετὰ τῶν ἐκπροσώπων τῆς ΟΥΝΡΑ ἐπὶ τῶν ζητημάτων τοῦ ἐφοδιασμοῦ τῆς χώρας καὶ τῆς ἐνισχύσεως τῆς παραγωγῆς. Ἀπεφασίσθη ὅπως ἐπισπευσθῇ ἡ διανομὴ τῶν ἀγροτικῶν μηχανημάτων καὶ τῶν λιπασμάτων. Ἐξητάσθη ἐπίσης τὸ ζήτημα τῆς ἀνασυγκροτήσεως τῶν βιομηχανιῶν καὶ τῆς προμηθείας πρώτων ὑλῶν. bbox=[669, 239, 1015, 507]
wages-para-10: Ὑπὸ τοῦ ὑπουργοῦ Οἰκονομικῶν ὑπεγράφησαν χθὲς αἱ ἀποφάσεις διὰ τὴν αὔξησιν τῶν ἡμερομισθίων τῶν ἐργατῶν καὶ τῶν μισθῶν τῶν ἰδιωτικῶν ὑπαλλήλων. Διὰ τὰς ἑορτὰς τῶν Χριστουγέννων παρέχεται ἔκτακτον ἐπίδομα ἴσον πρὸς τὸ ἥμισυ τοῦ μηνιαίου μισθοῦ. bbox=[1060, 752, 1192, 873]
article-civil-para: Οἱ δημόσιοι ὑπάλληλοι εἰς ὅλας τὰς ὑπηρεσίας ἐκήρυξαν χθὲς δίωρον στάσιν ἐργασίας πρὸς διαμαρτυρίαν διὰ τὴν καθυστέρησιν τῆς ἐφαρμογῆς τῶν ἀποφάσεων περὶ τῶν νέων μισθῶν. Ἡ Ἐκτελεστικὴ Ἐπιτροπὴ ἀνακοινοῖ ὅτι ἐντὸς τῆς ἑβδομάδος θὰ πραγματοποιηθῇ γενικὴ συγκέντρωσις. bbox=[150, 477, 480, 532]
ad-day: ΑΥΡΙΟΝ bbox=[922, 1763, 960, 1773]
labour-center-text bbox=[844, 1412, 1192, 1552]
wages-para-4: Ὑπὸ τοῦ ὑπουργοῦ Οἰκονομικῶν ὑπεγράφησαν χθὲς αἱ ἀποφάσεις διὰ τὴν αὔξησιν τῶν ἡμερομισθίων τῶν ἐργατῶν καὶ τῶν μισθῶν τῶν ἰδιωτικῶν ὑπαλλήλων. Διὰ τὰς ἑορτὰς τῶν Χριστουγέννων παρέχεται ἔκτακτον ἐπίδομα ἴσον πρὸς τὸ ἥμισυ τοῦ μηνιαίου μισθοῦ. bbox=[634, 752, 766, 873]
meat-para-2: Κατόπιν τῶν ληφθέντων μέτρων ἐξησφαλίσθη ἡ ἐπάρκεια τοῦ κρέατος διὰ τὰς ἑορτὰς τῶν Χριστουγέννων. bbox=[844, 1021, 1186, 1078]
headline-oil: ΤΟ ΛΑΔΙ bbox=[988, 1192, 1048, 1208]
headline-tram: ΑΥΞΑΝΟΝΤΑΙ ΤΑ ΕΙΣΙΤΗΡΙΑ ΤΩΝ ΤΡΑΜ bbox=[1211, 1111, 1365, 1141]
headline-acquitted: ΑΠΗΛΛΑΓΗ bbox=[526, 1520, 608, 1536]
loan-para-3: ΟΥΑΣΙΓΚΤΩΝ, 22 (Ιδ. Υπ.) — Ἡ Ἀμερικανικὴ ἐπιτροπὴ τοῦ Κογκρέσσου ἡ ὁποία ἐπεσκέφθη τὴν Εὐρώπην ὑπέβαλε τὴν ἔκθεσίν της διὰ τὴν χορήγησιν δανείου 6.000.000.000 δολλαρίων εἰς τὴν Σοβιετικὴν Ἕνωσιν ὑπὸ ὡρισμένους ὅρους. bbox=[1380, 246, 1548, 334]
